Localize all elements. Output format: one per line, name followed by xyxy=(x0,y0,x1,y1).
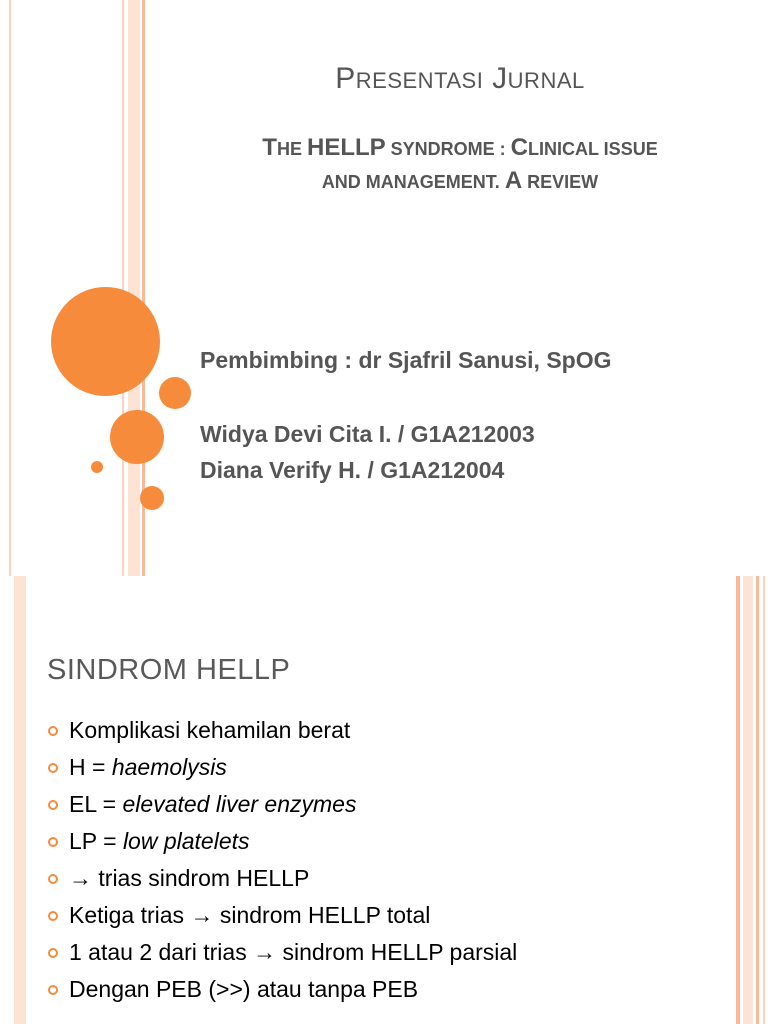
list-item: → trias sindrom HELLP xyxy=(47,860,517,897)
author-line: Diana Verify H. / G1A212004 xyxy=(200,457,505,483)
decor-line xyxy=(756,576,759,1024)
decor-line xyxy=(9,0,11,576)
presentation-title: PRESENTASI JURNAL xyxy=(335,62,585,95)
bullet-icon xyxy=(48,837,58,847)
bullet-icon xyxy=(48,911,58,921)
decor-line xyxy=(763,576,765,1024)
bullet-icon xyxy=(48,800,58,810)
decor-line xyxy=(128,0,140,576)
bullet-list xyxy=(47,712,517,1008)
paper-title xyxy=(150,132,768,198)
slide-heading: SINDROM HELLP xyxy=(47,654,291,686)
supervisor-line: Pembimbing : dr Sjafril Sanusi, SpOG xyxy=(200,347,612,373)
decor-circle-large xyxy=(51,287,160,396)
list-item: H = haemolysis xyxy=(47,749,517,786)
bullet-icon xyxy=(48,985,58,995)
content-slide xyxy=(0,576,768,1024)
decor-line xyxy=(736,576,740,1024)
decor-circle-medium xyxy=(110,410,164,464)
list-item: LP = low platelets xyxy=(47,823,517,860)
list-item: Komplikasi kehamilan berat xyxy=(47,712,517,749)
decor-circle-small xyxy=(140,486,164,510)
bullet-icon xyxy=(48,948,58,958)
title-block xyxy=(150,62,768,198)
bullet-icon xyxy=(48,763,58,773)
decor-line xyxy=(14,576,26,1024)
paper-title-line2: AND MANAGEMENT. A REVIEW xyxy=(321,167,599,194)
decor-circle-small xyxy=(159,377,191,409)
list-item: EL = elevated liver enzymes xyxy=(47,786,517,823)
author-line: Widya Devi Cita I. / G1A212003 xyxy=(200,421,535,447)
bullet-icon xyxy=(48,874,58,884)
decor-line xyxy=(122,0,124,576)
decor-line xyxy=(743,576,753,1024)
paper-title-line1: THE HELLP SYNDROME : CLINICAL ISSUE xyxy=(262,134,658,161)
list-item: Ketiga trias → sindrom HELLP total xyxy=(47,897,517,934)
bullet-icon xyxy=(48,726,58,736)
decor-circle-tiny xyxy=(91,461,103,473)
list-item: Dengan PEB (>>) atau tanpa PEB xyxy=(47,971,517,1008)
list-item: 1 atau 2 dari trias → sindrom HELLP parsial xyxy=(47,934,517,971)
